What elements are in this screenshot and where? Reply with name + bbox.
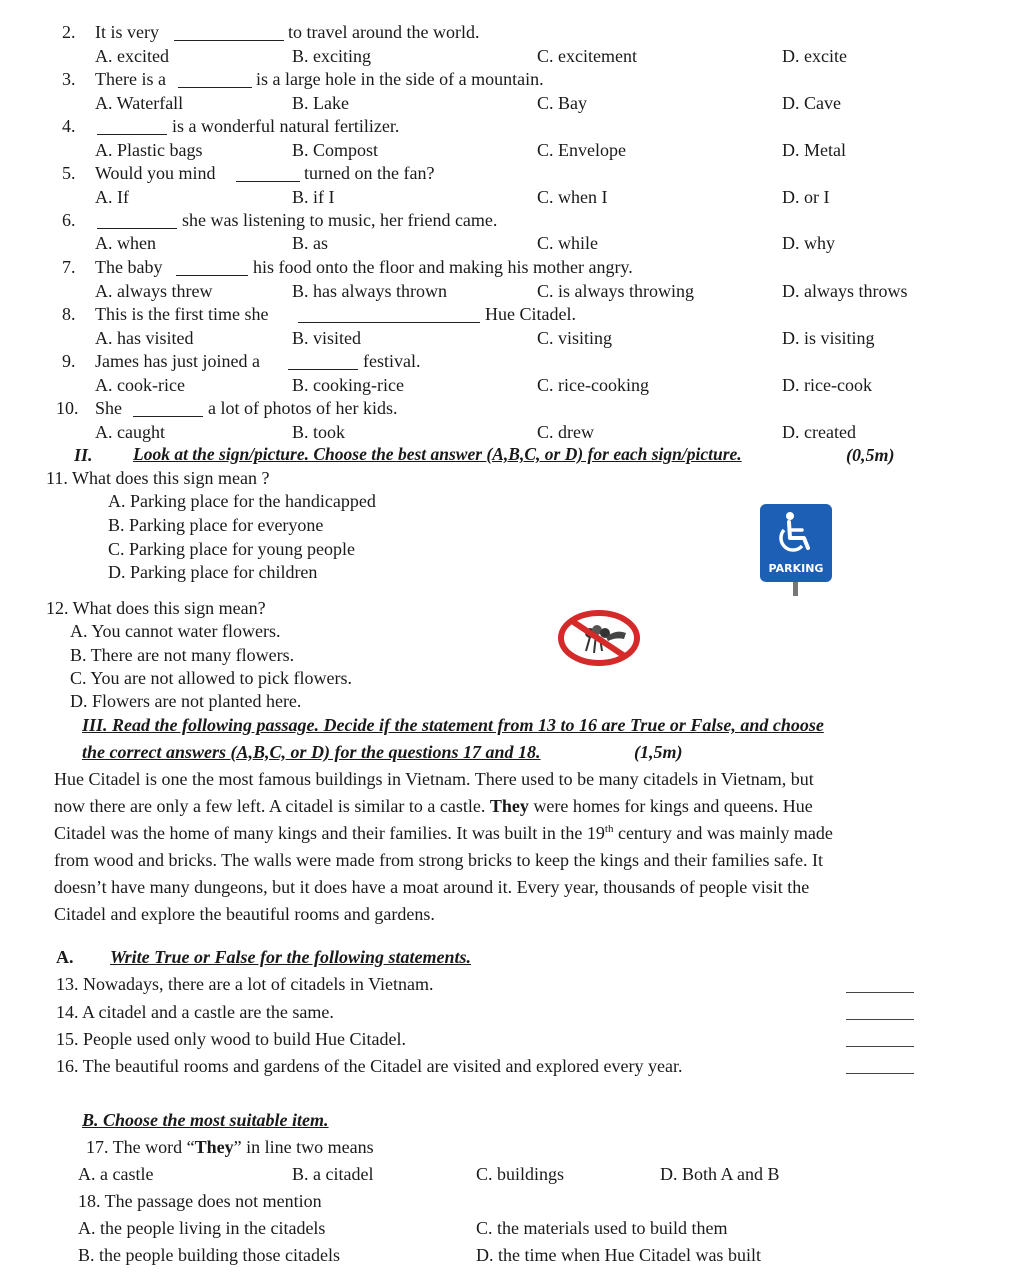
- option-a: A. You cannot water flowers.: [70, 621, 281, 641]
- part-title: Write True or False for the following statements.: [110, 947, 472, 967]
- handicapped-parking-sign: [760, 504, 832, 582]
- option-b: B. Parking place for everyone: [108, 515, 324, 535]
- option-b: B. exciting: [292, 46, 371, 66]
- question-number: 7.: [62, 257, 76, 277]
- answer-blank: [176, 275, 248, 276]
- question-stem: James has just joined a: [95, 351, 260, 371]
- answer-blank: [298, 322, 480, 323]
- option-c: C. Bay: [537, 93, 588, 113]
- passage-line: doesn’t have many dungeons, but it does have a moat around it. Every year, thousands of people visit the: [54, 877, 810, 897]
- option-c: C. buildings: [476, 1164, 565, 1184]
- option-d: D. is visiting: [782, 328, 875, 348]
- question-stem: she was listening to music, her friend came.: [182, 210, 498, 230]
- sign-post: [793, 582, 798, 596]
- option-a: A. always threw: [95, 281, 213, 301]
- option-d: D. Metal: [782, 140, 846, 160]
- question-stem: a lot of photos of her kids.: [208, 398, 398, 418]
- option-d: D. or I: [782, 187, 830, 207]
- section-title-line-2: the correct answers (A,B,C, or D) for the questions 17 and 18.: [82, 742, 541, 762]
- question-number: 8.: [62, 304, 76, 324]
- option-d: D. the time when Hue Citadel was built: [476, 1245, 761, 1265]
- option-b: B. took: [292, 422, 346, 442]
- option-a: A. Parking place for the handicapped: [108, 491, 376, 511]
- option-b: B. There are not many flowers.: [70, 645, 295, 665]
- option-a: A. has visited: [95, 328, 194, 348]
- option-b: B. a citadel: [292, 1164, 374, 1184]
- option-a: A. a castle: [78, 1164, 154, 1184]
- question-number: 3.: [62, 69, 76, 89]
- option-c: C. drew: [537, 422, 594, 442]
- answer-blank: [97, 228, 177, 229]
- question-number: 2.: [62, 22, 76, 42]
- question-stem: She: [95, 398, 122, 418]
- section-number: II.: [74, 445, 93, 465]
- question-stem: is a wonderful natural fertilizer.: [172, 116, 400, 136]
- option-a: A. Plastic bags: [95, 140, 203, 160]
- passage-line: Hue Citadel is one the most famous buildings in Vietnam. There used to be many citadels in Vietnam, but: [54, 769, 814, 789]
- answer-blank: [97, 134, 167, 135]
- question-stem: is a large hole in the side of a mountain.: [256, 69, 544, 89]
- question-18: 18. The passage does not mention: [78, 1191, 322, 1211]
- option-d: D. created: [782, 422, 856, 442]
- answer-line: [846, 1019, 914, 1020]
- section-title: Look at the sign/picture. Choose the best answer (A,B,C, or D) for each sign/picture.: [133, 444, 742, 464]
- question-17: 17. The word “They” in line two means: [86, 1137, 374, 1157]
- question-number: 5.: [62, 163, 76, 183]
- option-d: D. always throws: [782, 281, 908, 301]
- option-d: D. Flowers are not planted here.: [70, 691, 302, 711]
- option-c: C. excitement: [537, 46, 637, 66]
- option-b: B. Compost: [292, 140, 379, 160]
- option-b: B. has always thrown: [292, 281, 447, 301]
- question-stem: 11. What does this sign mean ?: [46, 468, 270, 488]
- option-d: D. Parking place for children: [108, 562, 318, 582]
- option-a: A. when: [95, 233, 156, 253]
- wheelchair-icon: [760, 504, 832, 560]
- answer-blank: [288, 369, 358, 370]
- option-b: B. as: [292, 233, 328, 253]
- question-number: 4.: [62, 116, 76, 136]
- question-stem: to travel around the world.: [288, 22, 480, 42]
- passage-line: now there are only a few left. A citadel is similar to a castle. They were homes for kings and queens. Hue: [54, 796, 813, 816]
- part-title: B. Choose the most suitable item.: [82, 1110, 329, 1130]
- question-stem: Would you mind: [95, 163, 216, 183]
- answer-blank: [236, 181, 300, 182]
- option-d: D. why: [782, 233, 835, 253]
- option-c: C. You are not allowed to pick flowers.: [70, 668, 352, 688]
- passage-line: from wood and bricks. The walls were made from strong bricks to keep the kings and their families safe. It: [54, 850, 823, 870]
- option-c: C. while: [537, 233, 598, 253]
- answer-blank: [133, 416, 203, 417]
- option-a: A. excited: [95, 46, 169, 66]
- question-stem: There is a: [95, 69, 166, 89]
- statement-14: 14. A citadel and a castle are the same.: [56, 1002, 334, 1022]
- statement-16: 16. The beautiful rooms and gardens of the Citadel are visited and explored every year.: [56, 1056, 683, 1076]
- option-b: B. cooking-rice: [292, 375, 404, 395]
- option-a: A. If: [95, 187, 129, 207]
- sign-label: PARKING: [768, 562, 824, 575]
- question-stem: Hue Citadel.: [485, 304, 576, 324]
- answer-line: [846, 1046, 914, 1047]
- question-number: 6.: [62, 210, 76, 230]
- option-a: A. caught: [95, 422, 165, 442]
- option-b: B. visited: [292, 328, 362, 348]
- option-c: C. Parking place for young people: [108, 539, 355, 559]
- section-marks: (0,5m): [846, 445, 895, 465]
- option-d: D. Cave: [782, 93, 841, 113]
- question-number: 9.: [62, 351, 76, 371]
- question-stem: It is very: [95, 22, 159, 42]
- passage-line: Citadel and explore the beautiful rooms and gardens.: [54, 904, 435, 924]
- statement-15: 15. People used only wood to build Hue Citadel.: [56, 1029, 406, 1049]
- option-d: D. rice-cook: [782, 375, 872, 395]
- answer-blank: [174, 40, 284, 41]
- question-stem: This is the first time she: [95, 304, 269, 324]
- question-number: 10.: [56, 398, 79, 418]
- statement-13: 13. Nowadays, there are a lot of citadels in Vietnam.: [56, 974, 434, 994]
- question-stem: The baby: [95, 257, 163, 277]
- section-marks: (1,5m): [634, 742, 683, 762]
- option-d: D. Both A and B: [660, 1164, 780, 1184]
- question-stem: festival.: [363, 351, 421, 371]
- option-b: B. if I: [292, 187, 335, 207]
- option-c: C. when I: [537, 187, 608, 207]
- question-stem: 12. What does this sign mean?: [46, 598, 266, 618]
- answer-blank: [178, 87, 252, 88]
- option-d: D. excite: [782, 46, 847, 66]
- option-a: A. the people living in the citadels: [78, 1218, 326, 1238]
- option-c: C. Envelope: [537, 140, 626, 160]
- question-stem: his food onto the floor and making his mother angry.: [253, 257, 633, 277]
- part-label: A.: [56, 947, 74, 967]
- section-title-line-1: III. Read the following passage. Decide if the statement from 13 to 16 are True or False, and choose: [82, 715, 824, 735]
- option-c: C. rice-cooking: [537, 375, 649, 395]
- answer-line: [846, 1073, 914, 1074]
- answer-line: [846, 992, 914, 993]
- option-c: C. visiting: [537, 328, 613, 348]
- passage-line: Citadel was the home of many kings and their families. It was built in the 19th century and was mainly made: [54, 823, 833, 843]
- option-c: C. is always throwing: [537, 281, 694, 301]
- option-a: A. Waterfall: [95, 93, 184, 113]
- no-picking-flowers-icon: [556, 607, 642, 669]
- question-stem: turned on the fan?: [304, 163, 435, 183]
- option-b: B. Lake: [292, 93, 349, 113]
- option-b: B. the people building those citadels: [78, 1245, 340, 1265]
- option-a: A. cook-rice: [95, 375, 185, 395]
- option-c: C. the materials used to build them: [476, 1218, 728, 1238]
